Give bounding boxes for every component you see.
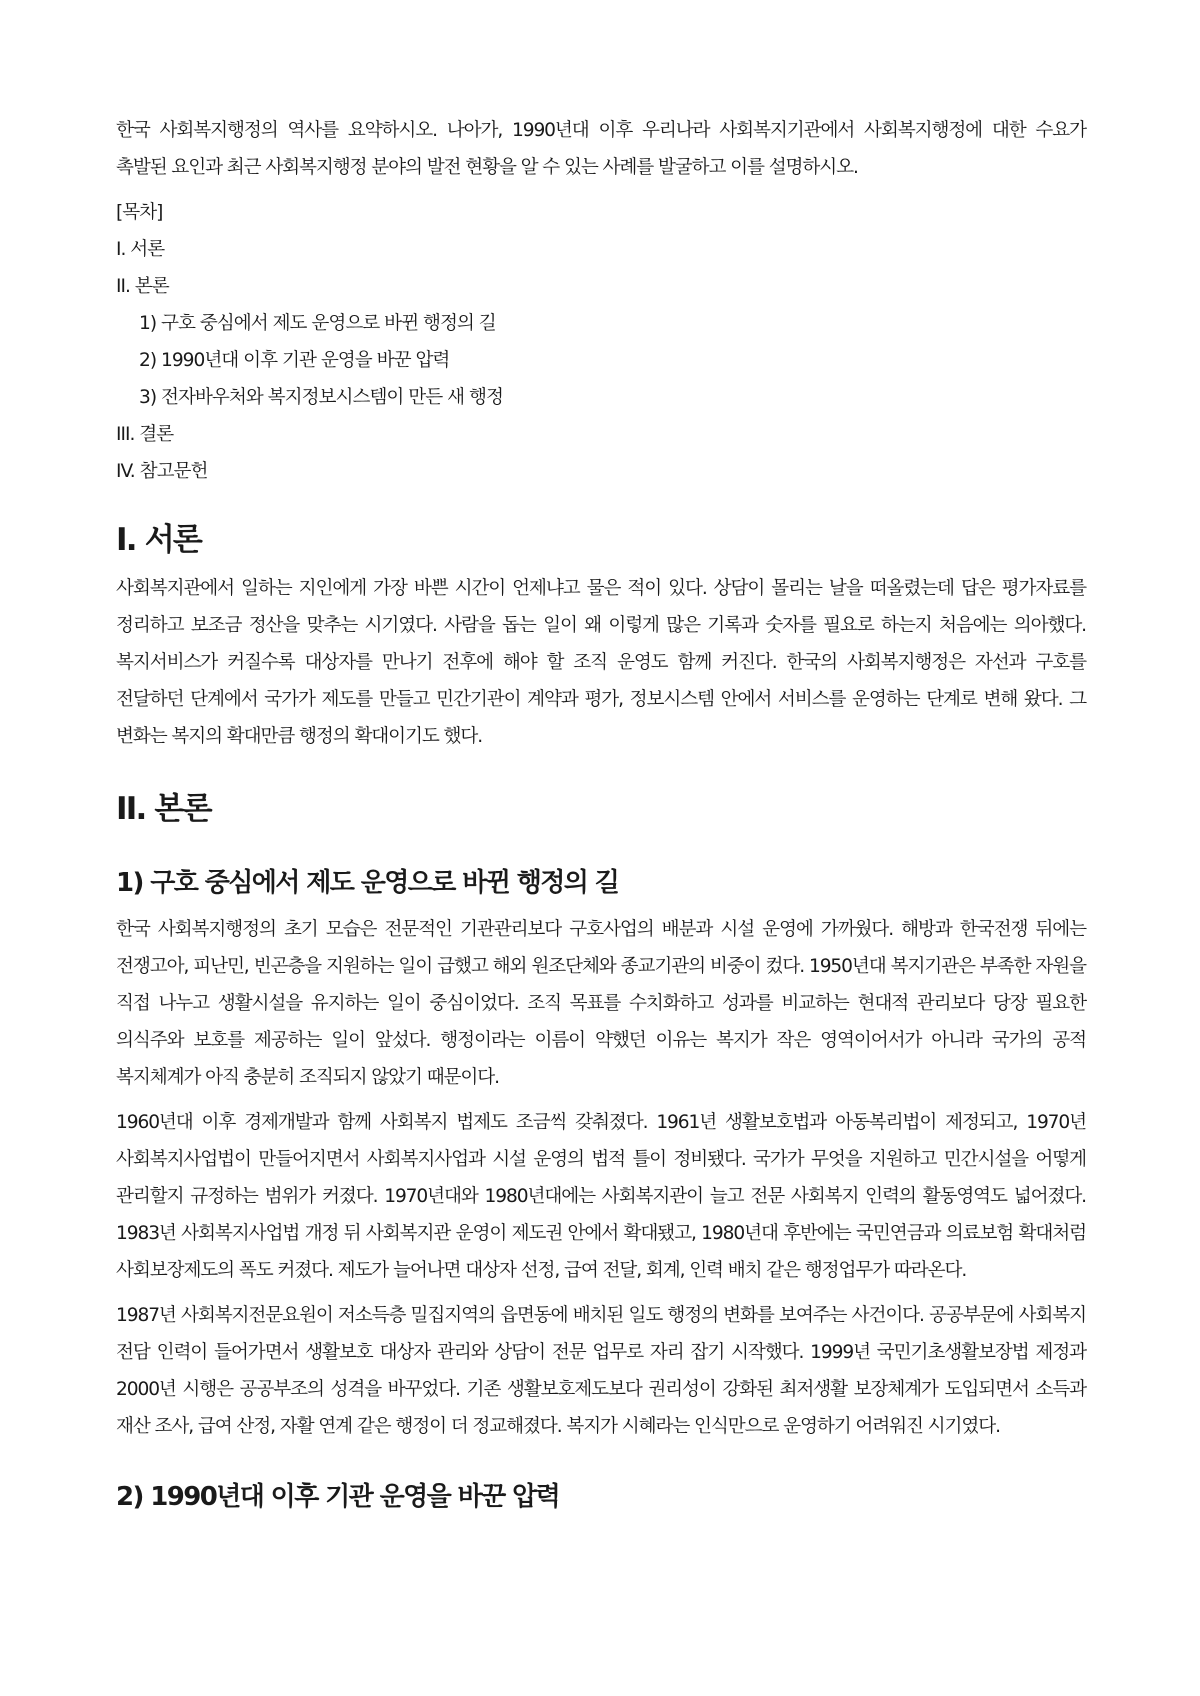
toc-item: IV. 참고문헌 <box>116 461 208 482</box>
document-page <box>116 112 1086 1517</box>
section1-paragraph: 1987년 사회복지전문요원이 저소득층 밀집지역의 읍면동에 배치된 일도 행정의 변화를 보여주는 사건이다. 공공부문에 사회복지 전담 인력이 들어가면서 생활보호 대상자 관리와 상담이 전문 업무로 자리 잡기 시작했다. 1999년 국민기초생활보장법 제정과 2000년 시행은 공공부조의 성격을 바꾸었다. 기존 생활보호제도보다 권리성이 강화된 최저생활 보장체계가 도입되면서 소득과 재산 조사, 급여 산정, 자활 연계 같은 행정이 더 정교해졌다. 복지가 시혜라는 인식만으로 운영하기 어려워진 시기였다. <box>116 1305 1086 1437</box>
intro-paragraph: 사회복지관에서 일하는 지인에게 가장 바쁜 시간이 언제냐고 물은 적이 있다. 상담이 몰리는 날을 떠올렸는데 답은 평가자료를 정리하고 보조금 정산을 맞추는 시기였다. 사람을 돕는 일이 왜 이렇게 많은 기록과 숫자를 필요로 하는지 처음에는 의아했다. 복지서비스가 커질수록 대상자를 만나기 전후에 해야 할 조직 운영도 함께 커진다. 한국의 사회복지행정은 자선과 구호를 전달하던 단계에서 국가가 제도를 만들고 민간기관이 계약과 평가, 정보시스템 안에서 서비스를 운영하는 단계로 변해 왔다. 그 변화는 복지의 확대만큼 행정의 확대이기도 했다. <box>116 578 1087 747</box>
toc-subitem: 2) 1990년대 이후 기관 운영을 바꾼 압력 <box>139 350 450 371</box>
section1-heading: 1) 구호 중심에서 제도 운영으로 바뀐 행정의 길 <box>116 868 619 898</box>
table-of-contents <box>116 194 1086 490</box>
section2-heading: 2) 1990년대 이후 기관 운영을 바꾼 압력 <box>116 1482 560 1512</box>
question-text: 한국 사회복지행정의 역사를 요약하시오. 나아가, 1990년대 이후 우리나라 사회복지기관에서 사회복지행정에 대한 수요가 촉발된 요인과 최근 사회복지행정 분야의 발전 현황을 알 수 있는 사례를 발굴하고 이를 설명하시오. <box>116 120 1086 178</box>
toc-heading: [목차] <box>116 202 163 223</box>
toc-item: III. 결론 <box>116 424 174 445</box>
section1-paragraph: 1960년대 이후 경제개발과 함께 사회복지 법제도 조금씩 갖춰졌다. 1961년 생활보호법과 아동복리법이 제정되고, 1970년 사회복지사업법이 만들어지면서 사회복지사업과 시설 운영의 법적 틀이 정비됐다. 국가가 무엇을 지원하고 민간시설을 어떻게 관리할지 규정하는 범위가 커졌다. 1970년대와 1980년대에는 사회복지관이 늘고 전문 사회복지 인력의 활동영역도 넓어졌다. 1983년 사회복지사업법 개정 뒤 사회복지관 운영이 제도권 안에서 확대됐고, 1980년대 후반에는 국민연금과 의료보험 확대처럼 사회보장제도의 폭도 커졌다. 제도가 늘어나면 대상자 선정, 급여 전달, 회계, 인력 배치 같은 행정업무가 따라온다. <box>116 1112 1086 1281</box>
intro-heading: I. 서론 <box>116 522 201 558</box>
body-heading: II. 본론 <box>116 791 211 827</box>
toc-subitem: 3) 전자바우처와 복지정보시스템이 만든 새 행정 <box>139 387 503 408</box>
toc-item: I. 서론 <box>116 239 165 260</box>
toc-subitem: 1) 구호 중심에서 제도 운영으로 바뀐 행정의 길 <box>139 313 496 334</box>
toc-item: II. 본론 <box>116 276 169 297</box>
section1-paragraph: 한국 사회복지행정의 초기 모습은 전문적인 기관관리보다 구호사업의 배분과 시설 운영에 가까웠다. 해방과 한국전쟁 뒤에는 전쟁고아, 피난민, 빈곤층을 지원하는 일이 급했고 해외 원조단체와 종교기관의 비중이 컸다. 1950년대 복지기관은 부족한 자원을 직접 나누고 생활시설을 유지하는 일이 중심이었다. 조직 목표를 수치화하고 성과를 비교하는 현대적 관리보다 당장 필요한 의식주와 보호를 제공하는 일이 앞섰다. 행정이라는 이름이 약했던 이유는 복지가 작은 영역이어서가 아니라 국가의 공적 복지체계가 아직 충분히 조직되지 않았기 때문이다. <box>116 919 1087 1088</box>
